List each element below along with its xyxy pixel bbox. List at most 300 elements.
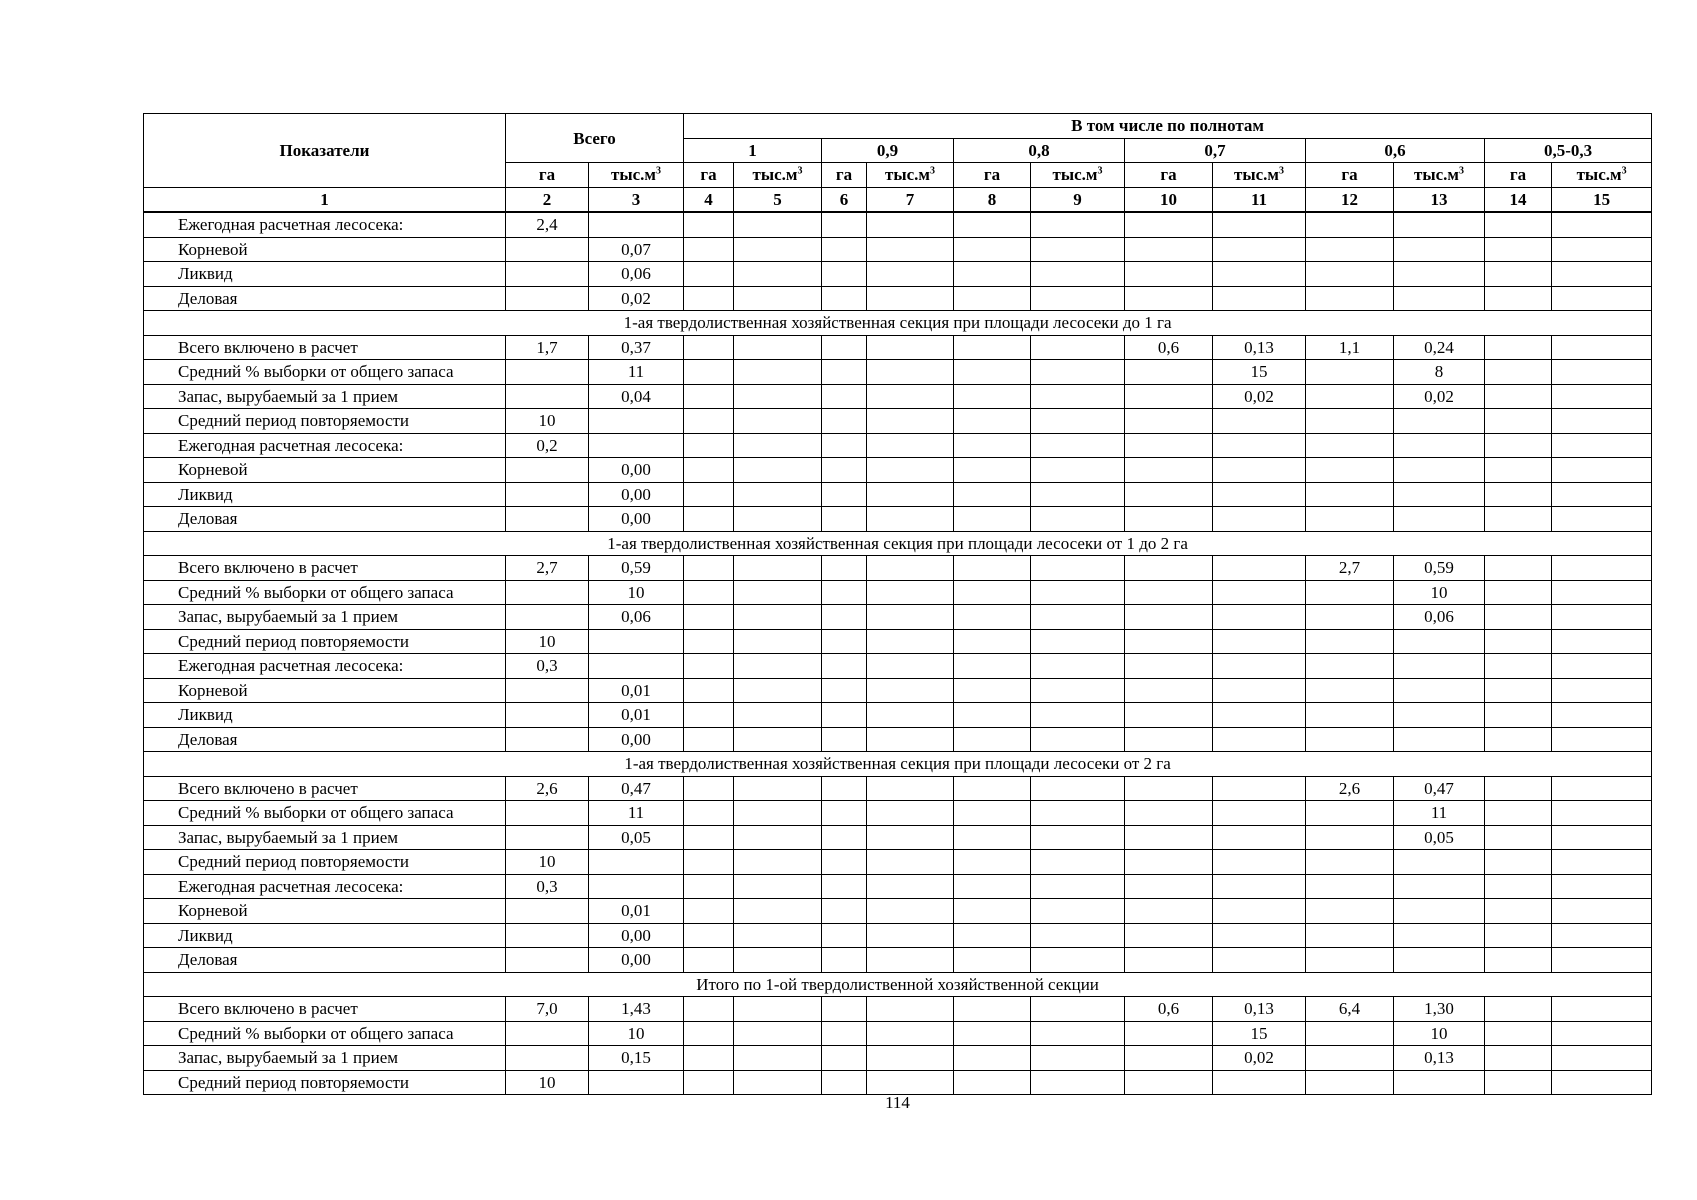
- row-label: Корневой: [144, 899, 506, 924]
- table-cell: 10: [506, 850, 589, 875]
- table-row: [144, 580, 1652, 605]
- table-cell: 0,24: [1394, 335, 1485, 360]
- table-cell: 15: [1213, 1021, 1306, 1046]
- table-cell: [954, 237, 1031, 262]
- unit-volume-text: тыс.м: [1052, 165, 1098, 185]
- unit-volume-text: тыс.м: [1414, 165, 1459, 185]
- column-number: 13: [1394, 187, 1485, 212]
- table-cell: [1213, 948, 1306, 973]
- table-cell: [1394, 899, 1485, 924]
- unit-ha: га: [822, 163, 867, 188]
- header-density: 0,6: [1306, 138, 1485, 163]
- table-cell: [684, 776, 734, 801]
- table-cell: [1125, 776, 1213, 801]
- table-cell: [1125, 1046, 1213, 1071]
- table-cell: [684, 433, 734, 458]
- table-cell: [867, 384, 954, 409]
- table-cell: [589, 212, 684, 237]
- row-label: Корневой: [144, 678, 506, 703]
- column-number: 15: [1552, 187, 1652, 212]
- row-label: Всего включено в расчет: [144, 556, 506, 581]
- table-cell: [506, 727, 589, 752]
- table-row: [144, 507, 1652, 532]
- column-number: 2: [506, 187, 589, 212]
- table-row: [144, 678, 1652, 703]
- table-row: [144, 212, 1652, 237]
- table-cell: [1485, 409, 1552, 434]
- table-row: [144, 850, 1652, 875]
- table-cell: [822, 654, 867, 679]
- table-cell: [1213, 507, 1306, 532]
- unit-volume: [589, 163, 684, 188]
- row-label: Деловая: [144, 948, 506, 973]
- table-cell: [954, 507, 1031, 532]
- table-row: [144, 286, 1652, 311]
- table-cell: 0,59: [1394, 556, 1485, 581]
- table-cell: [1394, 727, 1485, 752]
- table-cell: [1213, 286, 1306, 311]
- table-cell: [1485, 360, 1552, 385]
- table-cell: [1552, 212, 1652, 237]
- table-cell: [1213, 605, 1306, 630]
- table-cell: 0,01: [589, 899, 684, 924]
- unit-volume: [1031, 163, 1125, 188]
- table-cell: [1125, 1021, 1213, 1046]
- table-cell: [1306, 212, 1394, 237]
- table-cell: 0,6: [1125, 997, 1213, 1022]
- unit-volume: [1213, 163, 1306, 188]
- table-cell: [506, 678, 589, 703]
- table-row: [144, 556, 1652, 581]
- table-cell: [1125, 482, 1213, 507]
- table-cell: [1485, 801, 1552, 826]
- table-cell: [1485, 776, 1552, 801]
- table-cell: [734, 409, 822, 434]
- table-cell: [1394, 923, 1485, 948]
- unit-ha: га: [954, 163, 1031, 188]
- table-cell: [1306, 948, 1394, 973]
- table-cell: [1485, 629, 1552, 654]
- column-number: 14: [1485, 187, 1552, 212]
- table-cell: [1031, 433, 1125, 458]
- table-cell: [1031, 212, 1125, 237]
- table-cell: [1485, 580, 1552, 605]
- table-cell: 0,05: [1394, 825, 1485, 850]
- table-cell: [734, 507, 822, 532]
- table-cell: [1306, 384, 1394, 409]
- row-label: Всего включено в расчет: [144, 335, 506, 360]
- row-label: Корневой: [144, 458, 506, 483]
- table-cell: [589, 850, 684, 875]
- table-cell: [822, 997, 867, 1022]
- table-cell: [867, 874, 954, 899]
- table-cell: [734, 923, 822, 948]
- table-cell: [684, 360, 734, 385]
- table-cell: [1306, 874, 1394, 899]
- table-cell: 0,00: [589, 948, 684, 973]
- table-cell: [506, 262, 589, 287]
- table-cell: [734, 727, 822, 752]
- table-cell: [822, 384, 867, 409]
- table-cell: [1306, 654, 1394, 679]
- table-cell: [1485, 1070, 1552, 1095]
- table-row: [144, 1021, 1652, 1046]
- table-cell: [1485, 482, 1552, 507]
- table-cell: [684, 262, 734, 287]
- table-cell: [954, 874, 1031, 899]
- table-cell: [1394, 286, 1485, 311]
- header-density: 0,9: [822, 138, 954, 163]
- table-cell: 0,07: [589, 237, 684, 262]
- table-cell: 0,13: [1213, 335, 1306, 360]
- table-cell: [506, 923, 589, 948]
- header-density: 0,5-0,3: [1485, 138, 1652, 163]
- column-number: 7: [867, 187, 954, 212]
- table-cell: [684, 580, 734, 605]
- table-cell: [867, 580, 954, 605]
- table-cell: [734, 825, 822, 850]
- table-cell: [867, 776, 954, 801]
- table-cell: [589, 654, 684, 679]
- table-cell: [684, 899, 734, 924]
- table-cell: [734, 874, 822, 899]
- table-cell: [822, 850, 867, 875]
- table-cell: [734, 654, 822, 679]
- table-cell: [684, 237, 734, 262]
- table-cell: [1394, 678, 1485, 703]
- table-row: [144, 997, 1652, 1022]
- unit-volume-exponent: 3: [1279, 165, 1284, 177]
- table-cell: [734, 262, 822, 287]
- table-cell: [684, 678, 734, 703]
- table-cell: [954, 629, 1031, 654]
- table-cell: [867, 678, 954, 703]
- table-cell: [1125, 360, 1213, 385]
- table-cell: [684, 997, 734, 1022]
- table-cell: [684, 507, 734, 532]
- table-cell: [1394, 458, 1485, 483]
- table-cell: [1306, 360, 1394, 385]
- table-cell: [1125, 850, 1213, 875]
- table-cell: [1213, 825, 1306, 850]
- table-row: [144, 874, 1652, 899]
- table-cell: [734, 286, 822, 311]
- table-cell: [589, 433, 684, 458]
- table-cell: [506, 237, 589, 262]
- table-cell: [506, 507, 589, 532]
- table-cell: [1552, 556, 1652, 581]
- allowable-cut-table: [143, 113, 1652, 1095]
- table-cell: [734, 433, 822, 458]
- table-cell: [589, 1070, 684, 1095]
- row-label: Средний период повторяемости: [144, 1070, 506, 1095]
- table-cell: [684, 703, 734, 728]
- table-cell: 10: [506, 629, 589, 654]
- table-cell: [1552, 801, 1652, 826]
- table-cell: [734, 458, 822, 483]
- table-cell: [1394, 629, 1485, 654]
- section-title: Итого по 1-ой твердолиственной хозяйственной секции: [144, 972, 1652, 997]
- table-cell: [506, 899, 589, 924]
- table-row: [144, 776, 1652, 801]
- table-cell: [1213, 629, 1306, 654]
- table-cell: [506, 948, 589, 973]
- table-cell: 0,59: [589, 556, 684, 581]
- table-cell: 0,04: [589, 384, 684, 409]
- table-cell: [1125, 409, 1213, 434]
- table-cell: [1031, 286, 1125, 311]
- section-row: [144, 311, 1652, 336]
- table-cell: [1125, 874, 1213, 899]
- table-cell: [1306, 458, 1394, 483]
- table-cell: [1031, 703, 1125, 728]
- table-cell: [1394, 1070, 1485, 1095]
- table-row: [144, 801, 1652, 826]
- table-cell: [1552, 237, 1652, 262]
- table-cell: [1485, 923, 1552, 948]
- table-cell: [684, 384, 734, 409]
- table-cell: [822, 923, 867, 948]
- table-cell: [1552, 433, 1652, 458]
- table-cell: [1213, 212, 1306, 237]
- table-cell: [1031, 360, 1125, 385]
- table-cell: 0,02: [589, 286, 684, 311]
- table-row: [144, 237, 1652, 262]
- table-cell: [954, 556, 1031, 581]
- table-cell: [867, 997, 954, 1022]
- table-cell: [867, 1046, 954, 1071]
- table-cell: 0,3: [506, 874, 589, 899]
- table-cell: [1125, 262, 1213, 287]
- table-cell: 0,05: [589, 825, 684, 850]
- column-number: 4: [684, 187, 734, 212]
- table-cell: [1213, 703, 1306, 728]
- table-cell: [822, 605, 867, 630]
- table-cell: [1552, 1070, 1652, 1095]
- table-cell: [1306, 678, 1394, 703]
- table-cell: [1125, 948, 1213, 973]
- unit-volume-exponent: 3: [1459, 165, 1464, 177]
- row-label: Всего включено в расчет: [144, 997, 506, 1022]
- unit-ha: га: [1125, 163, 1213, 188]
- table-cell: [1031, 458, 1125, 483]
- row-label: Ежегодная расчетная лесосека:: [144, 874, 506, 899]
- table-cell: [734, 1046, 822, 1071]
- table-cell: [1031, 654, 1125, 679]
- table-cell: [1394, 482, 1485, 507]
- table-cell: 0,00: [589, 507, 684, 532]
- row-label: Деловая: [144, 507, 506, 532]
- table-cell: [1213, 899, 1306, 924]
- column-number: 5: [734, 187, 822, 212]
- table-cell: [1306, 1046, 1394, 1071]
- unit-volume-text: тыс.м: [1234, 165, 1279, 185]
- table-row: [144, 703, 1652, 728]
- table-cell: [1213, 1070, 1306, 1095]
- table-cell: [822, 678, 867, 703]
- table-cell: [822, 580, 867, 605]
- row-label: Запас, вырубаемый за 1 прием: [144, 605, 506, 630]
- table-cell: [1031, 801, 1125, 826]
- table-cell: [1213, 874, 1306, 899]
- table-cell: [1125, 654, 1213, 679]
- table-cell: 2,7: [1306, 556, 1394, 581]
- table-cell: [867, 409, 954, 434]
- table-cell: [1306, 409, 1394, 434]
- table-cell: 0,02: [1213, 384, 1306, 409]
- row-label: Ежегодная расчетная лесосека:: [144, 212, 506, 237]
- table-cell: [1306, 286, 1394, 311]
- row-label: Ликвид: [144, 923, 506, 948]
- table-cell: 2,7: [506, 556, 589, 581]
- table-cell: 0,2: [506, 433, 589, 458]
- column-number: 9: [1031, 187, 1125, 212]
- row-label: Деловая: [144, 727, 506, 752]
- table-cell: [1306, 605, 1394, 630]
- unit-ha: га: [684, 163, 734, 188]
- table-cell: 11: [589, 360, 684, 385]
- table-cell: [954, 335, 1031, 360]
- table-cell: 7,0: [506, 997, 589, 1022]
- table-cell: [684, 286, 734, 311]
- table-cell: [684, 409, 734, 434]
- table-cell: [734, 703, 822, 728]
- table-cell: [1394, 507, 1485, 532]
- table-cell: [954, 703, 1031, 728]
- table-cell: [734, 482, 822, 507]
- table-cell: [867, 556, 954, 581]
- table-cell: [1031, 997, 1125, 1022]
- table-cell: [1306, 433, 1394, 458]
- table-cell: [1213, 409, 1306, 434]
- table-cell: [684, 212, 734, 237]
- table-cell: [1552, 262, 1652, 287]
- table-cell: [1031, 384, 1125, 409]
- table-cell: [734, 384, 822, 409]
- table-cell: [734, 1021, 822, 1046]
- table-cell: [822, 727, 867, 752]
- table-cell: [954, 899, 1031, 924]
- table-cell: [1394, 703, 1485, 728]
- table-cell: [1552, 384, 1652, 409]
- table-cell: [1394, 237, 1485, 262]
- table-cell: 11: [589, 801, 684, 826]
- table-cell: [1031, 899, 1125, 924]
- table-cell: [1213, 458, 1306, 483]
- table-cell: [1031, 923, 1125, 948]
- table-cell: 10: [589, 1021, 684, 1046]
- table-cell: [684, 482, 734, 507]
- section-title: 1-ая твердолиственная хозяйственная секция при площади лесосеки от 1 до 2 га: [144, 531, 1652, 556]
- table-cell: [684, 1046, 734, 1071]
- table-row: [144, 482, 1652, 507]
- table-cell: [1485, 997, 1552, 1022]
- table-cell: [684, 458, 734, 483]
- unit-volume-text: тыс.м: [752, 165, 798, 185]
- row-label: Средний % выборки от общего запаса: [144, 580, 506, 605]
- table-cell: [822, 286, 867, 311]
- table-cell: [1213, 237, 1306, 262]
- table-cell: [734, 776, 822, 801]
- section-row: [144, 752, 1652, 777]
- table-cell: [684, 335, 734, 360]
- table-cell: [684, 1070, 734, 1095]
- table-cell: [1552, 507, 1652, 532]
- table-cell: [954, 1046, 1031, 1071]
- table-cell: [822, 629, 867, 654]
- table-cell: [734, 678, 822, 703]
- header-by-density: В том числе по полнотам: [684, 114, 1652, 139]
- table-cell: [867, 1070, 954, 1095]
- header-density: 0,7: [1125, 138, 1306, 163]
- table-cell: [867, 286, 954, 311]
- table-cell: [1485, 948, 1552, 973]
- table-cell: [1125, 801, 1213, 826]
- table-cell: [1394, 654, 1485, 679]
- table-row: [144, 899, 1652, 924]
- row-label: Средний % выборки от общего запаса: [144, 1021, 506, 1046]
- table-cell: [734, 899, 822, 924]
- table-cell: [822, 507, 867, 532]
- row-label: Ликвид: [144, 262, 506, 287]
- table-cell: 0,02: [1394, 384, 1485, 409]
- table-cell: [1306, 850, 1394, 875]
- table-row: [144, 1070, 1652, 1095]
- table-cell: [589, 874, 684, 899]
- table-cell: 0,00: [589, 727, 684, 752]
- table-cell: [506, 703, 589, 728]
- table-cell: [684, 825, 734, 850]
- unit-volume-exponent: 3: [930, 165, 935, 177]
- table-cell: [1552, 286, 1652, 311]
- table-cell: 0,13: [1213, 997, 1306, 1022]
- table-row: [144, 262, 1652, 287]
- table-cell: [1213, 262, 1306, 287]
- table-cell: [1394, 874, 1485, 899]
- table-cell: [867, 727, 954, 752]
- table-cell: [1125, 825, 1213, 850]
- row-label: Ликвид: [144, 703, 506, 728]
- table-cell: [1306, 727, 1394, 752]
- table-cell: [1394, 948, 1485, 973]
- table-cell: [734, 1070, 822, 1095]
- table-cell: [867, 948, 954, 973]
- table-cell: [1031, 874, 1125, 899]
- table-cell: [684, 727, 734, 752]
- table-cell: [1485, 1046, 1552, 1071]
- table-cell: [1031, 1070, 1125, 1095]
- table-cell: [867, 801, 954, 826]
- unit-ha: га: [1306, 163, 1394, 188]
- row-label: Запас, вырубаемый за 1 прием: [144, 825, 506, 850]
- table-cell: [1552, 776, 1652, 801]
- table-cell: 0,47: [1394, 776, 1485, 801]
- table-cell: [506, 1046, 589, 1071]
- column-number: 6: [822, 187, 867, 212]
- section-row: [144, 531, 1652, 556]
- table-cell: [1125, 605, 1213, 630]
- table-cell: [684, 629, 734, 654]
- row-label: Корневой: [144, 237, 506, 262]
- column-number: 8: [954, 187, 1031, 212]
- table-cell: [1552, 360, 1652, 385]
- table-cell: [734, 237, 822, 262]
- table-cell: [822, 458, 867, 483]
- table-cell: 11: [1394, 801, 1485, 826]
- unit-volume-text: тыс.м: [611, 165, 656, 185]
- table-cell: [954, 580, 1031, 605]
- table-cell: [1552, 335, 1652, 360]
